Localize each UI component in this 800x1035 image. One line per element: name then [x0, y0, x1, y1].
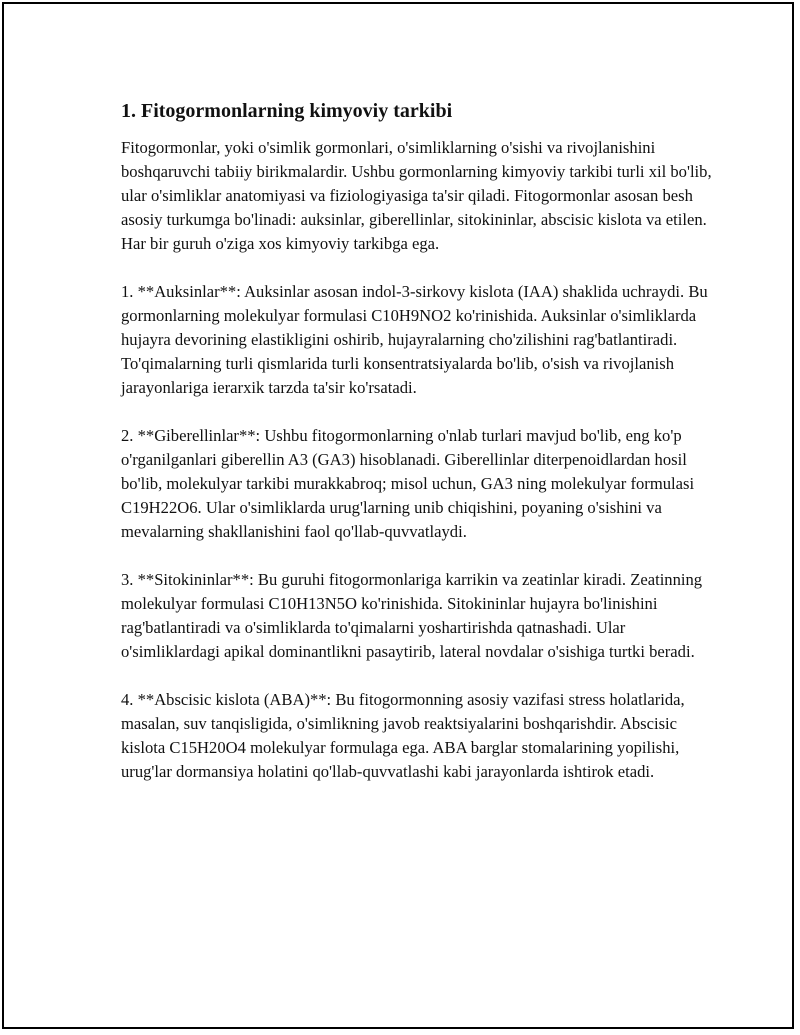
sitokininlar-paragraph: 3. **Sitokininlar**: Bu guruhi fitogormonlariga karrikin va zeatinlar kiradi. Zeatinning molekulyar formulasi C10H13N5O ko'rinishida. Sitokininlar hujayra bo'linishini rag'batlantiradi va o'simliklarda to'qimalarni yoshartirishda qatnashadi. Ular o'simliklardagi apikal dominantlikni pasaytirib, lateral novdalar o'sishiga turtki beradi. — [121, 570, 703, 661]
intro-paragraph: Fitogormonlar, yoki o'simlik gormonlari, o'simliklarning o'sishi va rivojlanishini boshqaruvchi tabiiy birikmalardir. Ushbu gormonlarning kimyoviy tarkibi turli xil bo'lib, ular o'simliklar anatomiyasi va fiziologiyasiga ta'sir qiladi. Fitogormonlar asosan besh asosiy turkumga bo'linadi: auksinlar, giberellinlar, sitokininlar, abscisic kislota va etilen. Har bir guruh o'ziga xos kimyoviy tarkibga ega. — [121, 138, 712, 253]
giberellinlar-paragraph: 2. **Giberellinlar**: Ushbu fitogormonlarning o'nlab turlari mavjud bo'lib, eng ko'p o'rganilganlari giberellin A3 (GA3) hisoblanadi. Giberellinlar diterpenoidlardan hosil bo'lib, molekulyar tarkibi murakkabroq; misol uchun, GA3 ning molekulyar formulasi C19H22O6. Ular o'simliklarda urug'larning unib chiqishini, poyaning o'sishini va mevalarning shakllanishini faol qo'llab-quvvatlaydi. — [121, 426, 695, 541]
document-page — [2, 2, 794, 1029]
document-content — [121, 96, 721, 808]
auksinlar-paragraph: 1. **Auksinlar**: Auksinlar asosan indol-3-sirkovy kislota (IAA) shaklida uchraydi. Bu gormonlarning molekulyar formulasi C10H9NO2 ko'rinishida. Auksinlar o'simliklarda hujayra devorining elastikligini oshirib, hujayralarning cho'zilishini rag'batlantiradi. To'qimalarning turli qismlarida turli konsentratsiyalarda bo'lib, o'sish va rivojlanish jarayonlariga ierarxik tarzda ta'sir ko'rsatadi. — [121, 282, 708, 397]
section-heading: 1. Fitogormonlarning kimyoviy tarkibi — [121, 100, 453, 122]
abscisic-kislota-paragraph: 4. **Abscisic kislota (ABA)**: Bu fitogormonning asosiy vazifasi stress holatlarida, masalan, suv tanqisligida, o'simlikning javob reaktsiyalarini boshqarishdir. Abscisic kislota C15H20O4 molekulyar formulaga ega. ABA barglar stomalarining yopilishi, urug'lar dormansiya holatini qo'llab-quvvatlashi kabi jarayonlarda ishtirok etadi. — [121, 690, 685, 781]
